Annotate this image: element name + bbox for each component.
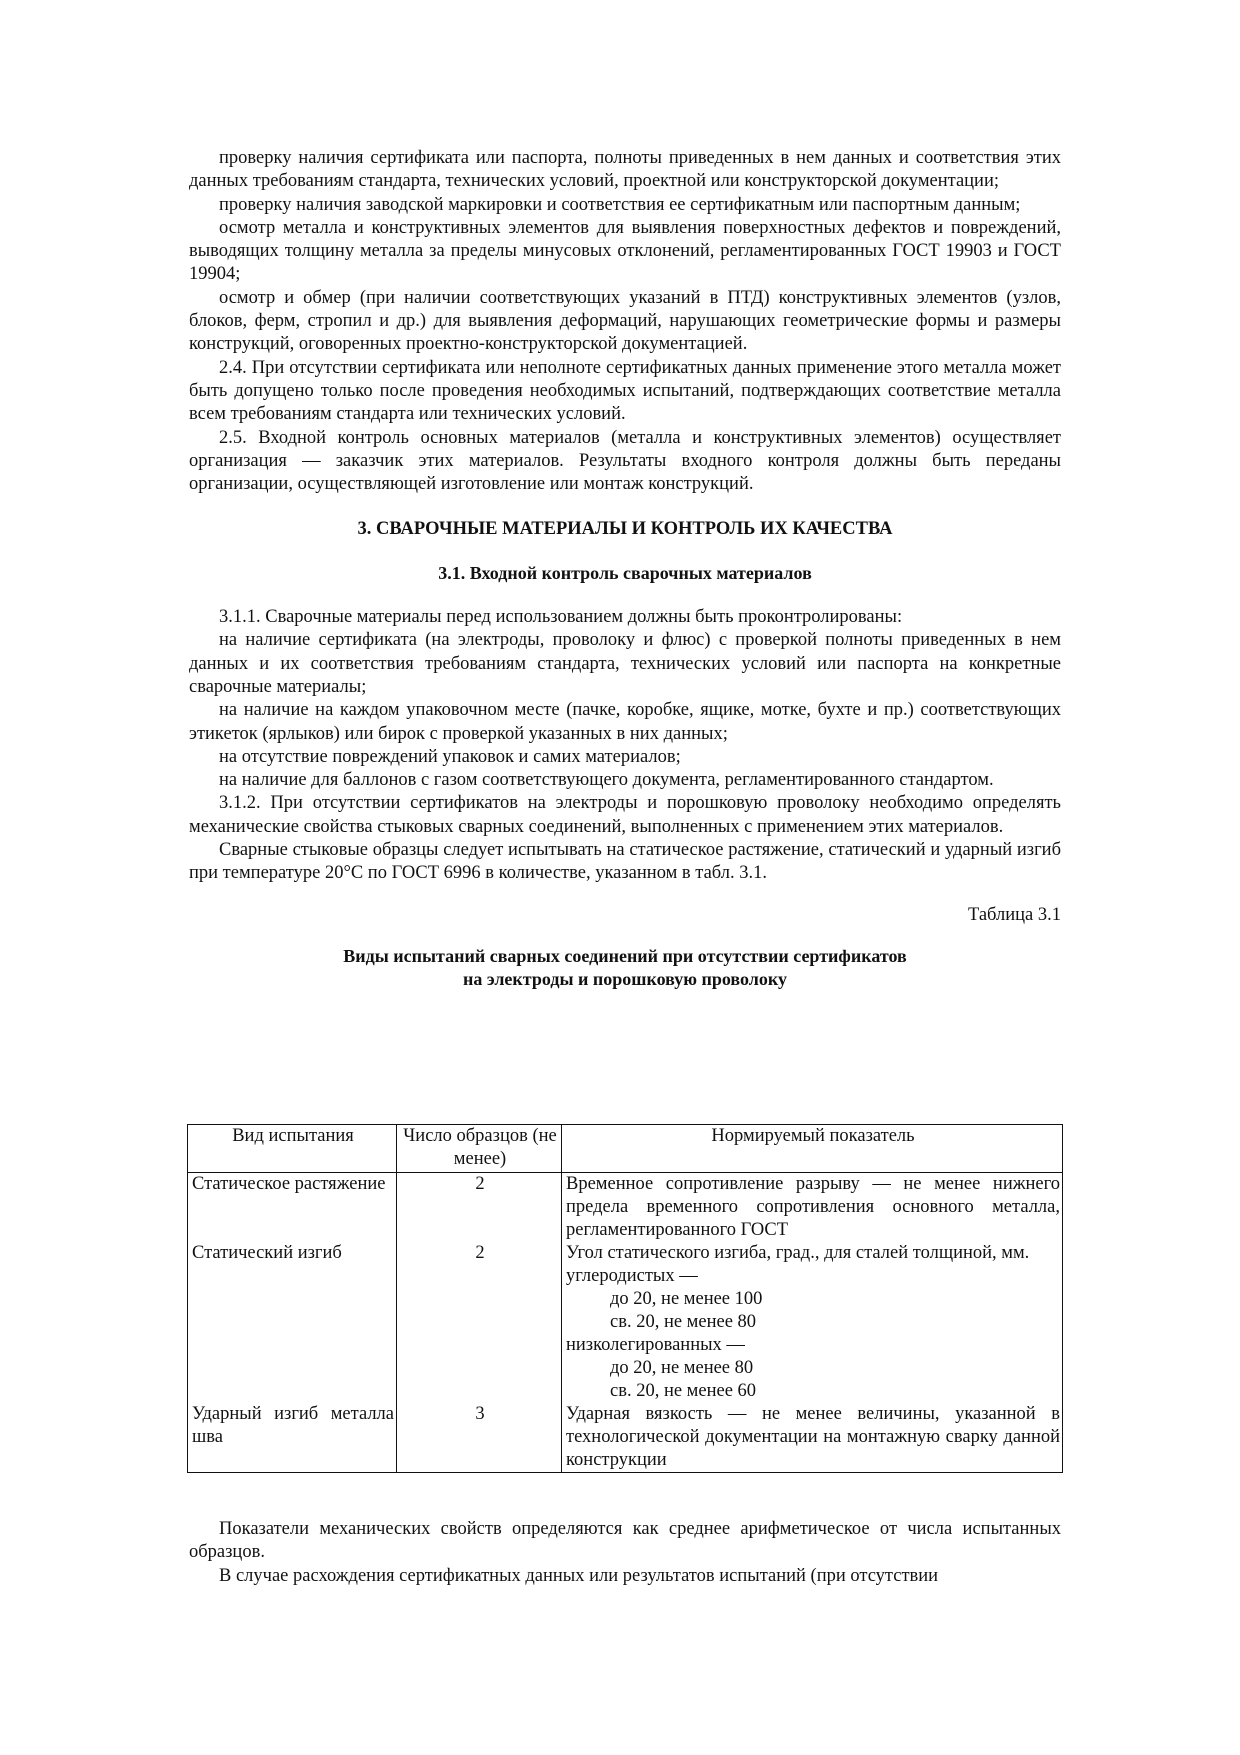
cell-sample-count: 2 <box>397 1173 562 1243</box>
table-caption <box>189 945 1061 991</box>
tests-table <box>187 1124 1063 1473</box>
paragraph: на наличие на каждом упаковочном месте (пачке, коробке, ящике, мотке, бухте и пр.) соответствующих этикеток (ярлыков) или бирок с проверкой указанных в них данных; <box>189 700 1061 744</box>
table-label: Таблица 3.1 <box>968 904 1061 925</box>
cell-test-type: Статический изгиб <box>188 1242 397 1403</box>
cell-sample-count: 3 <box>397 1403 562 1473</box>
paragraph: 2.4. При отсутствии сертификата или неполноте сертификатных данных применение этого металла может быть допущено только после проведения необходимых испытаний, подтверждающих соответствие металла всем требованиям стандарта или технических условий. <box>189 357 1061 425</box>
table-caption-line: на электроды и порошковую проволоку <box>463 968 787 989</box>
norm-group-label: низколегированных — <box>566 1335 745 1355</box>
subsection-title: 3.1. Входной контроль сварочных материалов <box>438 562 812 583</box>
column-header-sample-count: Число образцов (не менее) <box>397 1125 562 1173</box>
table-row <box>188 1173 1063 1243</box>
document-page-bottom <box>189 1518 1061 1588</box>
table-caption-line: Виды испытаний сварных соединений при отсутствии сертификатов <box>343 945 907 966</box>
cell-norm <box>562 1242 1063 1403</box>
paragraph: на наличие для баллонов с газом соответствующего документа, регламентированного стандартом. <box>219 770 994 791</box>
norm-value: св. 20, не менее 60 <box>610 1381 757 1401</box>
norm-group-label: углеродистых — <box>566 1266 698 1286</box>
norm-value: св. 20, не менее 80 <box>610 1312 757 1332</box>
paragraph: 3.1.1. Сварочные материалы перед использованием должны быть проконтролированы: <box>219 607 903 628</box>
paragraph: осмотр и обмер (при наличии соответствующих указаний в ПТД) конструктивных элементов (узлов, блоков, ферм, стропил и др.) для выявления деформаций, нарушающих геометрические формы и размеры конструкций, оговоренных проектно-конструкторской документацией. <box>189 287 1061 355</box>
paragraph: проверку наличия сертификата или паспорта, полноты приведенных в нем данных и соответствия этих данных требованиям стандарта, технических условий, проектной или конструкторской документации; <box>189 148 1061 192</box>
paragraph: Сварные стыковые образцы следует испытывать на статическое растяжение, статический и ударный изгиб при температуре 20°С по ГОСТ 6996 в количестве, указанном в табл. 3.1. <box>189 840 1061 884</box>
table-row <box>188 1403 1063 1473</box>
paragraph: 2.5. Входной контроль основных материалов (металла и конструктивных элементов) осуществляет организация — заказчик этих материалов. Результаты входного контроля должны быть переданы организации, осуществляющей изготовление или монтаж конструкций. <box>189 427 1061 495</box>
table-header-row <box>188 1125 1063 1173</box>
paragraph: на наличие сертификата (на электроды, проволоку и флюс) с проверкой полноты приведенных в нем данных и их соответствия требованиям стандарта, технических условий или паспорта на конкретные сварочные материалы; <box>189 630 1061 697</box>
table-row <box>188 1242 1063 1403</box>
section-title: 3. СВАРОЧНЫЕ МАТЕРИАЛЫ И КОНТРОЛЬ ИХ КАЧЕСТВА <box>357 519 893 540</box>
paragraph: осмотр металла и конструктивных элементов для выявления поверхностных дефектов и повреждений, выводящих толщину металла за пределы минусовых отклонений, регламентированных ГОСТ 19903 и ГОСТ 19904; <box>189 217 1061 285</box>
paragraph: Показатели механических свойств определяются как среднее арифметическое от числа испытанных образцов. <box>189 1519 1061 1563</box>
cell-test-type: Ударный изгиб металла шва <box>188 1403 397 1473</box>
norm-value: до 20, не менее 100 <box>610 1289 763 1309</box>
cell-test-type: Статическое растяжение <box>188 1173 397 1243</box>
paragraph: 3.1.2. При отсутствии сертификатов на электроды и порошковую проволоку необходимо определять механические свойства стыковых сварных соединений, выполненных с применением этих материалов. <box>189 793 1061 837</box>
column-header-norm: Нормируемый показатель <box>562 1125 1063 1173</box>
document-page <box>189 147 1061 991</box>
cell-sample-count: 2 <box>397 1242 562 1403</box>
paragraph: В случае расхождения сертификатных данных или результатов испытаний (при отсутствии <box>219 1565 939 1586</box>
column-header-test-type: Вид испытания <box>188 1125 397 1173</box>
norm-value: до 20, не менее 80 <box>610 1358 754 1378</box>
paragraph: на отсутствие повреждений упаковок и самих материалов; <box>219 746 681 767</box>
norm-intro: Угол статического изгиба, град., для сталей толщиной, мм. <box>566 1243 1030 1263</box>
paragraph: проверку наличия заводской маркировки и соответствия ее сертификатным или паспортным данным; <box>219 194 1021 215</box>
cell-norm: Временное сопротивление разрыву — не менее нижнего предела временного сопротивления основного металла, регламентированного ГОСТ <box>562 1173 1063 1243</box>
cell-norm: Ударная вязкость — не менее величины, указанной в технологической документации на монтажную сварку данной конструкции <box>562 1403 1063 1473</box>
